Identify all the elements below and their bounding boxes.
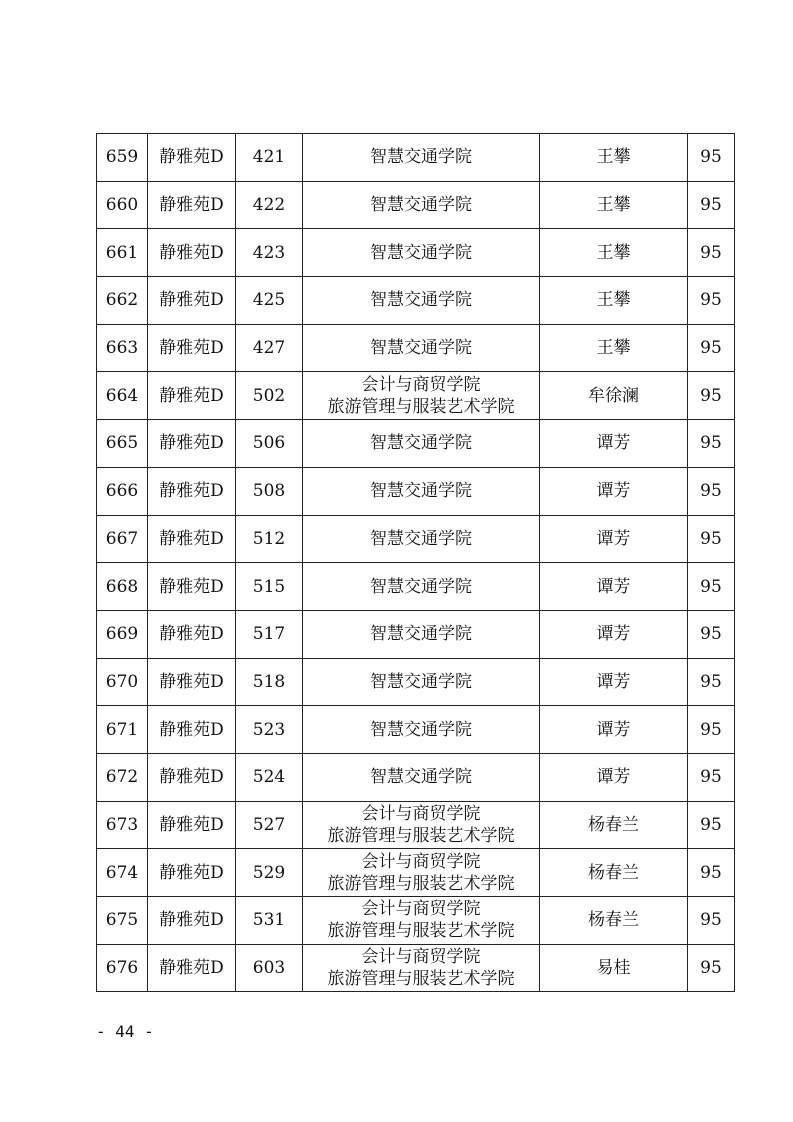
- building-cell: 静雅苑D: [148, 610, 236, 658]
- college-name: 智慧交通学院: [370, 767, 472, 788]
- table-row: [97, 229, 735, 277]
- college-name: 智慧交通学院: [370, 242, 472, 263]
- room-cell: 512: [236, 515, 303, 563]
- person-cell: 王攀: [540, 277, 688, 325]
- table-row: [97, 181, 735, 229]
- table-body: [97, 134, 735, 992]
- college-name: 智慧交通学院: [370, 433, 472, 454]
- college-cell: [303, 753, 540, 801]
- person-cell: 谭芳: [540, 515, 688, 563]
- college-cell: [303, 420, 540, 468]
- score-cell: 95: [688, 229, 735, 277]
- college-name: 智慧交通学院: [370, 719, 472, 740]
- building-cell: 静雅苑D: [148, 181, 236, 229]
- college-name: 旅游管理与服装艺术学院: [327, 921, 515, 942]
- college-cell: [303, 658, 540, 706]
- college-cell: [303, 515, 540, 563]
- room-cell: 518: [236, 658, 303, 706]
- college-name: 智慧交通学院: [370, 195, 472, 216]
- score-cell: 95: [688, 753, 735, 801]
- table-row: [97, 420, 735, 468]
- room-cell: 422: [236, 181, 303, 229]
- score-cell: 95: [688, 563, 735, 611]
- row-number-cell: 673: [97, 801, 148, 849]
- table-row: [97, 706, 735, 754]
- college-name: 智慧交通学院: [370, 528, 472, 549]
- building-cell: 静雅苑D: [148, 277, 236, 325]
- row-number-cell: 661: [97, 229, 148, 277]
- score-cell: 95: [688, 897, 735, 945]
- inspection-table: [96, 133, 735, 992]
- college-cell: [303, 134, 540, 182]
- table-row: [97, 849, 735, 897]
- college-cell: [303, 706, 540, 754]
- person-cell: 易桂: [540, 944, 688, 992]
- person-cell: 杨春兰: [540, 801, 688, 849]
- building-cell: 静雅苑D: [148, 706, 236, 754]
- row-number-cell: 669: [97, 610, 148, 658]
- college-cell: [303, 801, 540, 849]
- college-name: 智慧交通学院: [370, 147, 472, 168]
- person-cell: 谭芳: [540, 658, 688, 706]
- score-cell: 95: [688, 277, 735, 325]
- college-name: 旅游管理与服装艺术学院: [327, 396, 515, 417]
- score-cell: 95: [688, 134, 735, 182]
- college-cell: [303, 277, 540, 325]
- person-cell: 谭芳: [540, 753, 688, 801]
- score-cell: 95: [688, 801, 735, 849]
- person-cell: 谭芳: [540, 610, 688, 658]
- row-number-cell: 659: [97, 134, 148, 182]
- building-cell: 静雅苑D: [148, 229, 236, 277]
- table-row: [97, 563, 735, 611]
- row-number-cell: 665: [97, 420, 148, 468]
- building-cell: 静雅苑D: [148, 467, 236, 515]
- room-cell: 425: [236, 277, 303, 325]
- row-number-cell: 663: [97, 324, 148, 372]
- college-name: 会计与商贸学院: [361, 899, 481, 920]
- row-number-cell: 666: [97, 467, 148, 515]
- score-cell: 95: [688, 181, 735, 229]
- room-cell: 523: [236, 706, 303, 754]
- row-number-cell: 670: [97, 658, 148, 706]
- building-cell: 静雅苑D: [148, 372, 236, 420]
- table-row: [97, 944, 735, 992]
- building-cell: 静雅苑D: [148, 849, 236, 897]
- row-number-cell: 668: [97, 563, 148, 611]
- row-number-cell: 674: [97, 849, 148, 897]
- row-number-cell: 667: [97, 515, 148, 563]
- room-cell: 603: [236, 944, 303, 992]
- person-cell: 王攀: [540, 324, 688, 372]
- score-cell: 95: [688, 944, 735, 992]
- table-row: [97, 801, 735, 849]
- college-cell: [303, 563, 540, 611]
- table-row: [97, 467, 735, 515]
- person-cell: 王攀: [540, 181, 688, 229]
- row-number-cell: 662: [97, 277, 148, 325]
- room-cell: 517: [236, 610, 303, 658]
- person-cell: 谭芳: [540, 420, 688, 468]
- building-cell: 静雅苑D: [148, 944, 236, 992]
- table-row: [97, 753, 735, 801]
- college-cell: [303, 181, 540, 229]
- college-name: 旅游管理与服装艺术学院: [327, 825, 515, 846]
- building-cell: 静雅苑D: [148, 324, 236, 372]
- college-cell: [303, 944, 540, 992]
- college-cell: [303, 849, 540, 897]
- college-name: 会计与商贸学院: [361, 803, 481, 824]
- college-name: 智慧交通学院: [370, 576, 472, 597]
- row-number-cell: 660: [97, 181, 148, 229]
- page-number: - 44 -: [96, 1022, 154, 1041]
- building-cell: 静雅苑D: [148, 897, 236, 945]
- table-row: [97, 515, 735, 563]
- table-row: [97, 372, 735, 420]
- person-cell: 杨春兰: [540, 897, 688, 945]
- room-cell: 527: [236, 801, 303, 849]
- college-name: 旅游管理与服装艺术学院: [327, 873, 515, 894]
- building-cell: 静雅苑D: [148, 658, 236, 706]
- room-cell: 508: [236, 467, 303, 515]
- building-cell: 静雅苑D: [148, 753, 236, 801]
- building-cell: 静雅苑D: [148, 515, 236, 563]
- college-cell: [303, 229, 540, 277]
- building-cell: 静雅苑D: [148, 563, 236, 611]
- table-row: [97, 658, 735, 706]
- college-name: 智慧交通学院: [370, 624, 472, 645]
- table-row: [97, 277, 735, 325]
- row-number-cell: 672: [97, 753, 148, 801]
- room-cell: 529: [236, 849, 303, 897]
- college-name: 智慧交通学院: [370, 671, 472, 692]
- score-cell: 95: [688, 324, 735, 372]
- college-name: 会计与商贸学院: [361, 851, 481, 872]
- building-cell: 静雅苑D: [148, 134, 236, 182]
- person-cell: 谭芳: [540, 467, 688, 515]
- college-name: 会计与商贸学院: [361, 947, 481, 968]
- room-cell: 524: [236, 753, 303, 801]
- person-cell: 王攀: [540, 229, 688, 277]
- score-cell: 95: [688, 420, 735, 468]
- room-cell: 515: [236, 563, 303, 611]
- row-number-cell: 676: [97, 944, 148, 992]
- person-cell: 谭芳: [540, 706, 688, 754]
- row-number-cell: 675: [97, 897, 148, 945]
- college-name: 智慧交通学院: [370, 338, 472, 359]
- score-cell: 95: [688, 658, 735, 706]
- person-cell: 牟徐澜: [540, 372, 688, 420]
- college-name: 会计与商贸学院: [361, 374, 481, 395]
- room-cell: 502: [236, 372, 303, 420]
- row-number-cell: 664: [97, 372, 148, 420]
- college-cell: [303, 372, 540, 420]
- score-cell: 95: [688, 706, 735, 754]
- person-cell: 王攀: [540, 134, 688, 182]
- college-name: 旅游管理与服装艺术学院: [327, 969, 515, 990]
- table-row: [97, 324, 735, 372]
- score-cell: 95: [688, 467, 735, 515]
- college-name: 智慧交通学院: [370, 290, 472, 311]
- college-cell: [303, 467, 540, 515]
- table-row: [97, 134, 735, 182]
- person-cell: 谭芳: [540, 563, 688, 611]
- table-row: [97, 897, 735, 945]
- row-number-cell: 671: [97, 706, 148, 754]
- college-cell: [303, 610, 540, 658]
- person-cell: 杨春兰: [540, 849, 688, 897]
- score-cell: 95: [688, 610, 735, 658]
- table-row: [97, 610, 735, 658]
- score-cell: 95: [688, 515, 735, 563]
- room-cell: 427: [236, 324, 303, 372]
- building-cell: 静雅苑D: [148, 801, 236, 849]
- college-cell: [303, 324, 540, 372]
- score-cell: 95: [688, 372, 735, 420]
- building-cell: 静雅苑D: [148, 420, 236, 468]
- room-cell: 506: [236, 420, 303, 468]
- college-cell: [303, 897, 540, 945]
- room-cell: 423: [236, 229, 303, 277]
- room-cell: 421: [236, 134, 303, 182]
- score-cell: 95: [688, 849, 735, 897]
- room-cell: 531: [236, 897, 303, 945]
- college-name: 智慧交通学院: [370, 481, 472, 502]
